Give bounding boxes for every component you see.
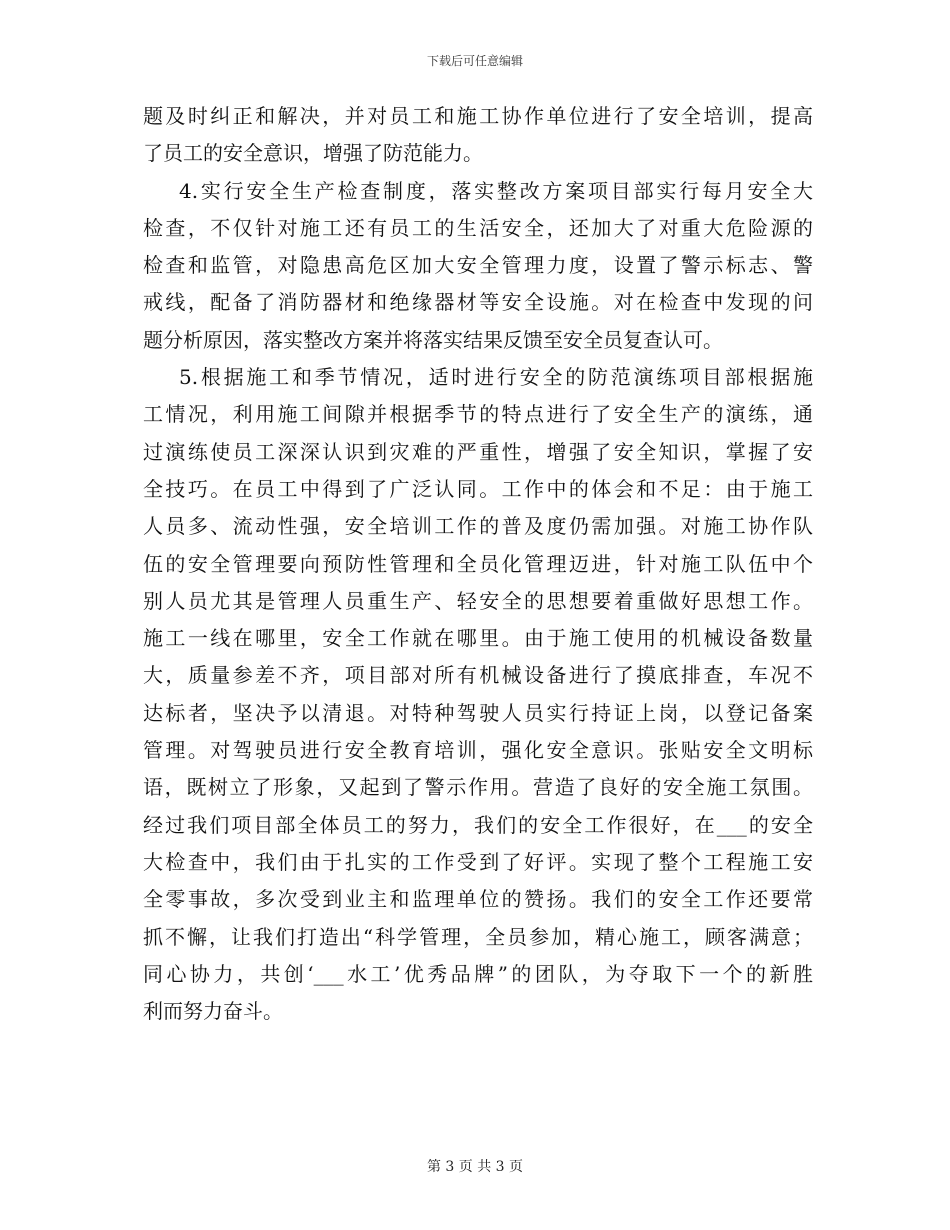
body-line: 了员工的安全意识，增强了防范能力。 — [143, 141, 483, 166]
body-line: 戒线，配备了消防器材和绝缘器材等安全设施。对在检查中发现的问 — [143, 290, 813, 315]
body-line: 检查，不仅针对施工还有员工的生活安全，还加大了对重大危险源的 — [143, 215, 813, 240]
body-line: 达标者，坚决予以清退。对特种驾驶人员实行持证上岗，以登记备案 — [143, 700, 813, 725]
body-line: 经过我们项目部全体员工的努力，我们的安全工作很好，在___的安全 — [143, 812, 813, 837]
body-line: 抓不懈，让我们打造出“科学管理，全员参加，精心施工，顾客满意； — [143, 924, 813, 949]
body-line: 5.根据施工和季节情况，适时进行安全的防范演练项目部根据施 — [179, 365, 813, 390]
body-line: 管理。对驾驶员进行安全教育培训，强化安全意识。张贴安全文明标 — [143, 738, 813, 763]
body-line: 大检查中，我们由于扎实的工作受到了好评。实现了整个工程施工安 — [143, 849, 813, 874]
body-line: 全技巧。在员工中得到了广泛认同。工作中的体会和不足：由于施工 — [143, 476, 813, 501]
page-header: 下载后可任意编辑 — [426, 54, 523, 68]
body-line: 施工一线在哪里，安全工作就在哪里。由于施工使用的机械设备数量 — [143, 626, 813, 651]
body-line: 工情况，利用施工间隙并根据季节的特点进行了安全生产的演练，通 — [143, 402, 813, 427]
page-footer: 第 3 页 共 3 页 — [426, 1159, 524, 1175]
body-line: 利而努力奋斗。 — [143, 999, 283, 1024]
document-body — [143, 98, 813, 1030]
body-line: 别人员尤其是管理人员重生产、轻安全的思想要着重做好思想工作。 — [143, 588, 813, 613]
body-line: 大，质量参差不齐，项目部对所有机械设备进行了摸底排查，车况不 — [143, 663, 813, 688]
body-line: 语，既树立了形象，又起到了警示作用。营造了良好的安全施工氛围。 — [143, 775, 813, 800]
body-line: 题及时纠正和解决，并对员工和施工协作单位进行了安全培训，提高 — [143, 104, 813, 128]
body-line: 检查和监管，对隐患高危区加大安全管理力度，设置了警示标志、警 — [143, 253, 813, 278]
body-line: 全零事故，多次受到业主和监理单位的赞扬。我们的安全工作还要常 — [143, 887, 813, 912]
body-line: 题分析原因，落实整改方案并将落实结果反馈至安全员复查认可。 — [143, 327, 723, 352]
body-line: 同心协力，共创‘___水工’优秀品牌”的团队，为夺取下一个的新胜 — [143, 961, 813, 986]
body-line: 4.实行安全生产检查制度，落实整改方案项目部实行每月安全大 — [179, 178, 813, 203]
body-line: 人员多、流动性强，安全培训工作的普及度仍需加强。对施工协作队 — [143, 514, 813, 539]
body-line: 伍的安全管理要向预防性管理和全员化管理迈进，针对施工队伍中个 — [143, 551, 813, 576]
body-line: 过演练使员工深深认识到灾难的严重性，增强了安全知识，掌握了安 — [143, 439, 813, 464]
